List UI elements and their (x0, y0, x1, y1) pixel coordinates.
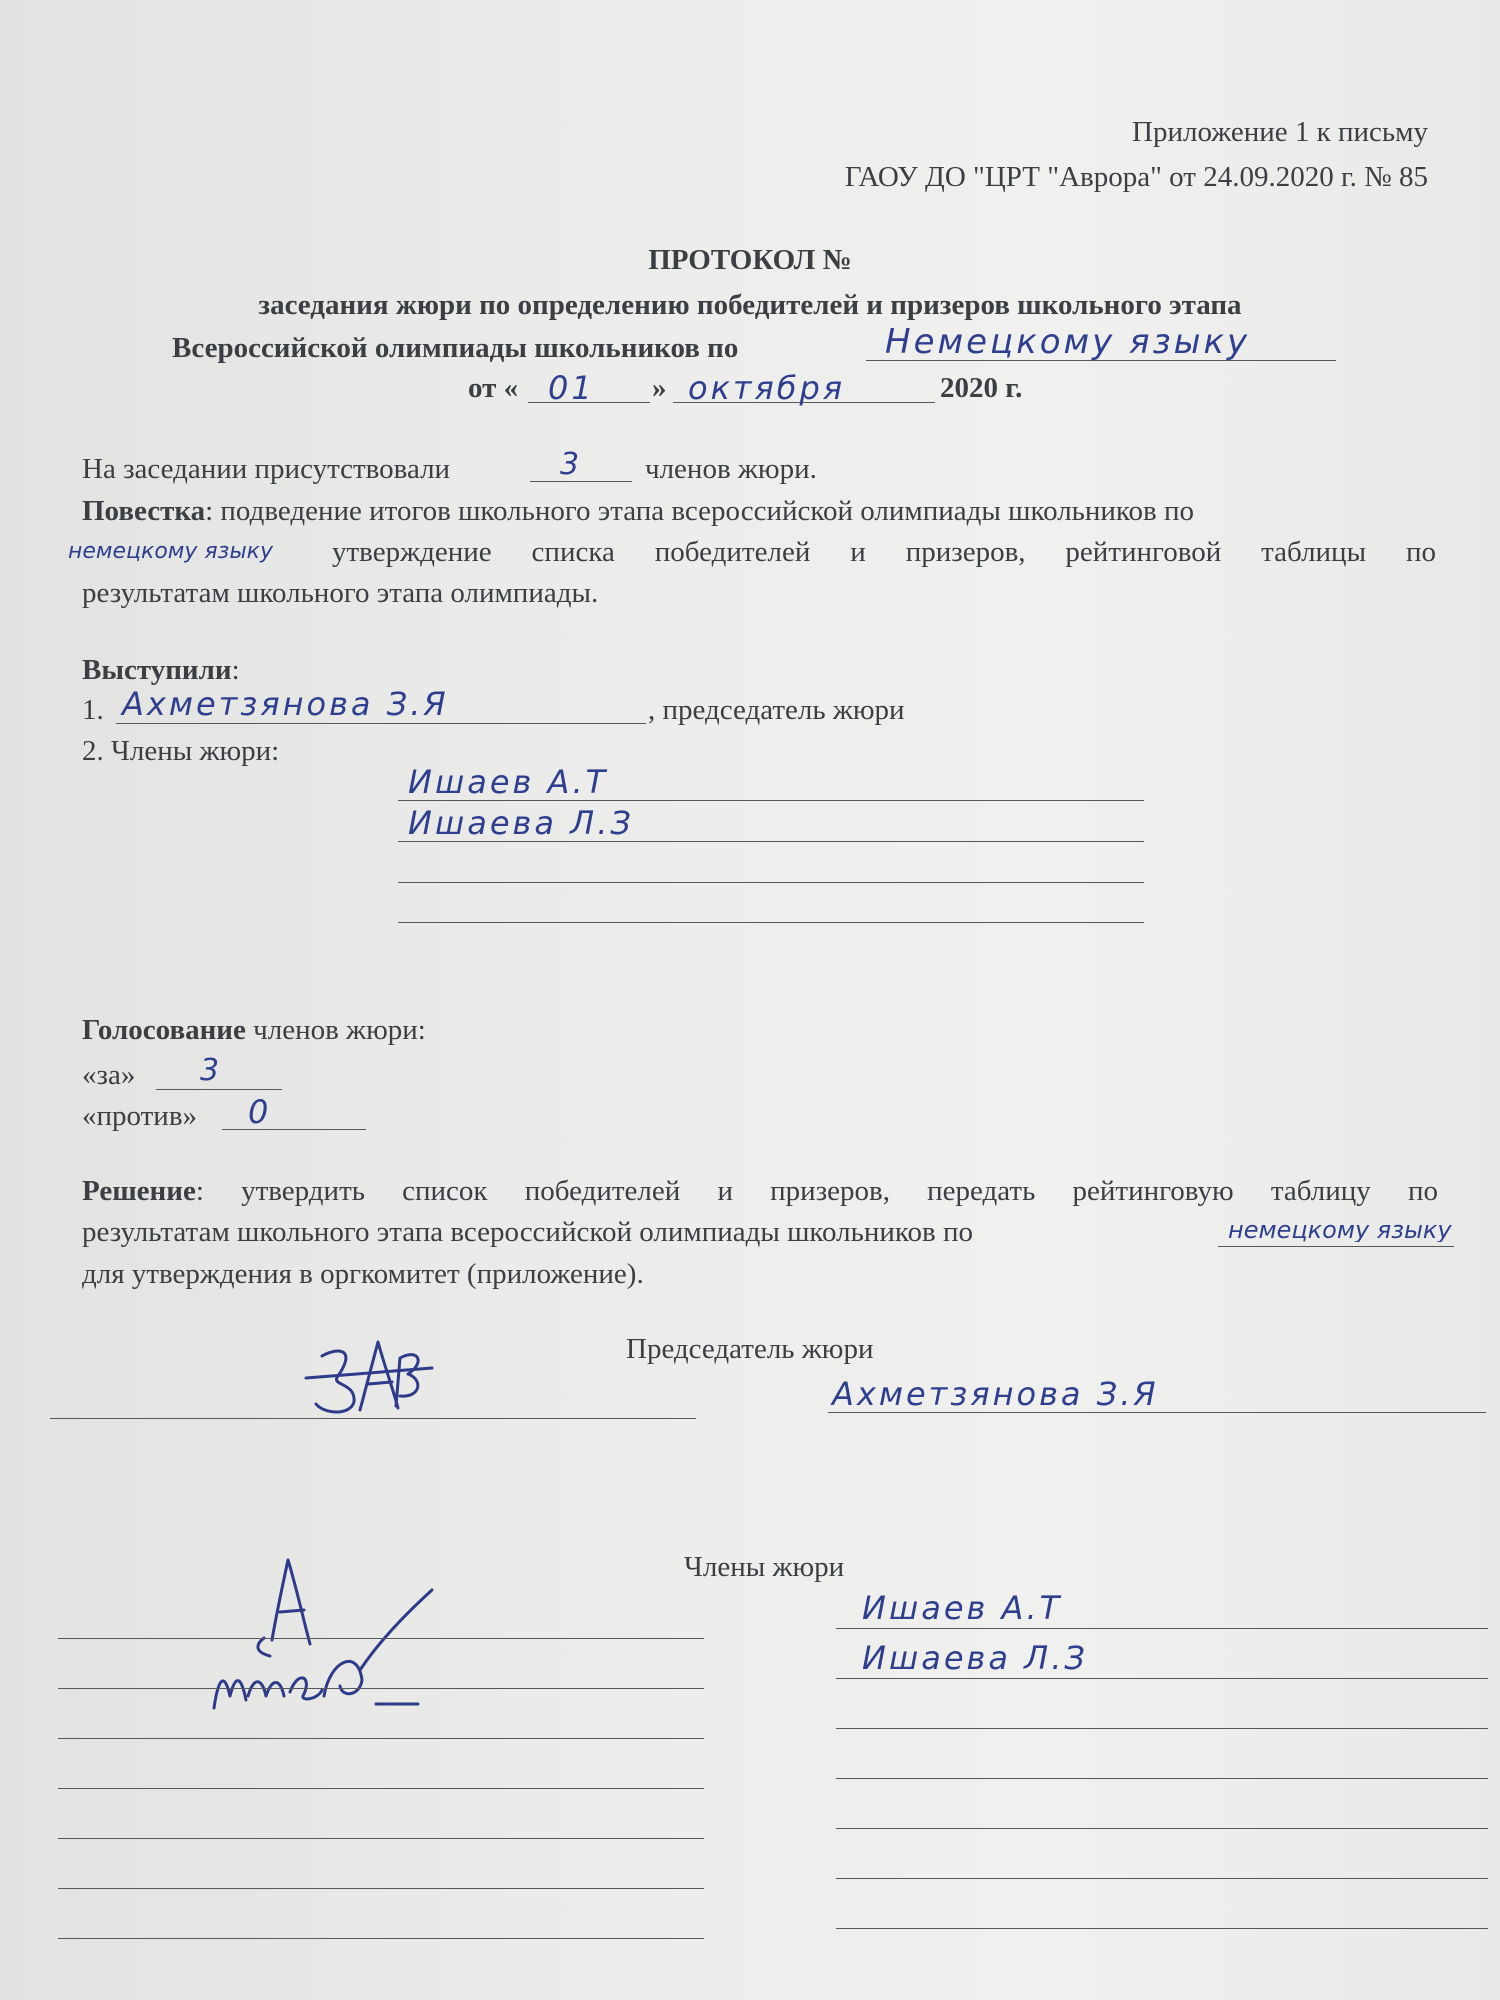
jury-name-line-3 (836, 1728, 1488, 1729)
agenda-text-1: : подведение итогов школьного этапа всероссийской олимпиады школьников по (205, 495, 1195, 527)
protocol-title: ПРОТОКОЛ № (648, 244, 852, 276)
jury-sign-line-4 (58, 1788, 704, 1789)
member-line-3 (398, 882, 1144, 883)
vote-against-label: «против» (82, 1100, 198, 1132)
decision-line-3: для утверждения в оргкомитет (приложение). (82, 1258, 644, 1290)
date-year: 2020 г. (940, 372, 1023, 404)
speakers-label: Выступили (82, 654, 232, 686)
jury-sign-line-7 (58, 1938, 704, 1939)
agenda-label: Повестка (82, 495, 206, 527)
jury-name-line-4 (836, 1778, 1488, 1779)
agenda-subject-handwritten: немецкому языку (68, 539, 273, 564)
speaker-1-name-handwritten: Ахметзянова З.Я (122, 685, 449, 723)
voting-label: Голосование (82, 1014, 246, 1046)
member-line-4 (398, 922, 1144, 923)
speaker-2-label: 2. Члены жюри: (82, 735, 280, 767)
jury-name-line-2 (836, 1678, 1488, 1679)
date-mid: » (652, 372, 667, 404)
jury-sign-line-6 (58, 1888, 704, 1889)
chair-signature (300, 1328, 440, 1422)
jury-name-1-handwritten: Ишаев А.Т (862, 1589, 1063, 1627)
chair-label: Председатель жюри (626, 1333, 874, 1365)
jury-sign-line-2 (58, 1688, 704, 1689)
decision-subject-handwritten: немецкому языку (1228, 1218, 1452, 1242)
jury-name-line-5 (836, 1828, 1488, 1829)
attendance-count-handwritten: 3 (560, 447, 583, 482)
vote-against-underline (222, 1129, 366, 1130)
date-prefix: от « (468, 372, 519, 404)
speakers-colon: : (231, 654, 240, 686)
decision-line-2: результатам школьного этапа всероссийской олимпиады школьников по (82, 1216, 973, 1248)
agenda-line-3: результатам школьного этапа олимпиады. (82, 577, 599, 609)
agenda-line-2: утверждение списка победителей и призеров, рейтинговой таблицы по (332, 536, 1436, 568)
speakers-heading (82, 656, 240, 685)
jury-name-2-handwritten: Ишаева Л.З (862, 1639, 1088, 1677)
vote-for-underline (156, 1089, 282, 1090)
voting-label-rest: членов жюри: (245, 1014, 426, 1046)
subject-handwritten: Немецкому языку (885, 322, 1251, 362)
jury-name-line-1 (836, 1628, 1488, 1629)
attendance-prefix: На заседании присутствовали (82, 453, 451, 485)
jury-signature-1 (200, 1520, 450, 1710)
header-line-2: ГАОУ ДО "ЦРТ "Аврора" от 24.09.2020 г. № 85 (844, 161, 1428, 193)
date-day-handwritten: 01 (548, 369, 595, 407)
jury-name-line-7 (836, 1928, 1488, 1929)
agenda-line-1 (82, 497, 1194, 526)
title-line-2: Всероссийской олимпиады школьников по (172, 332, 739, 364)
vote-for-label: «за» (82, 1059, 136, 1091)
date-month-handwritten: октября (688, 369, 846, 407)
jury-sign-line-1 (58, 1638, 704, 1639)
title-line-1: заседания жюри по определению победителей и призеров школьного этапа (258, 289, 1242, 321)
jury-label: Члены жюри (684, 1551, 845, 1583)
vote-against-handwritten: 0 (248, 1093, 272, 1131)
speaker-1-number: 1. (82, 694, 104, 726)
member-2-handwritten: Ишаева Л.З (408, 804, 634, 842)
member-1-handwritten: Ишаев А.Т (408, 763, 609, 801)
jury-name-line-6 (836, 1878, 1488, 1879)
decision-line-1 (82, 1177, 1438, 1206)
decision-label: Решение (82, 1175, 196, 1207)
decision-subject-underline (1218, 1246, 1454, 1247)
jury-sign-line-3 (58, 1738, 704, 1739)
jury-sign-line-5 (58, 1838, 704, 1839)
decision-text-1: : утвердить список победителей и призеров, передать рейтинговую таблицу по (195, 1175, 1438, 1207)
speaker-1-underline (116, 723, 646, 724)
voting-heading (82, 1016, 426, 1045)
speaker-1-role: , председатель жюри (648, 694, 905, 726)
chair-name-handwritten: Ахметзянова З.Я (832, 1375, 1159, 1413)
header-line-1: Приложение 1 к письму (1132, 116, 1428, 148)
vote-for-handwritten: 3 (200, 1053, 223, 1088)
attendance-suffix: членов жюри. (645, 453, 817, 485)
